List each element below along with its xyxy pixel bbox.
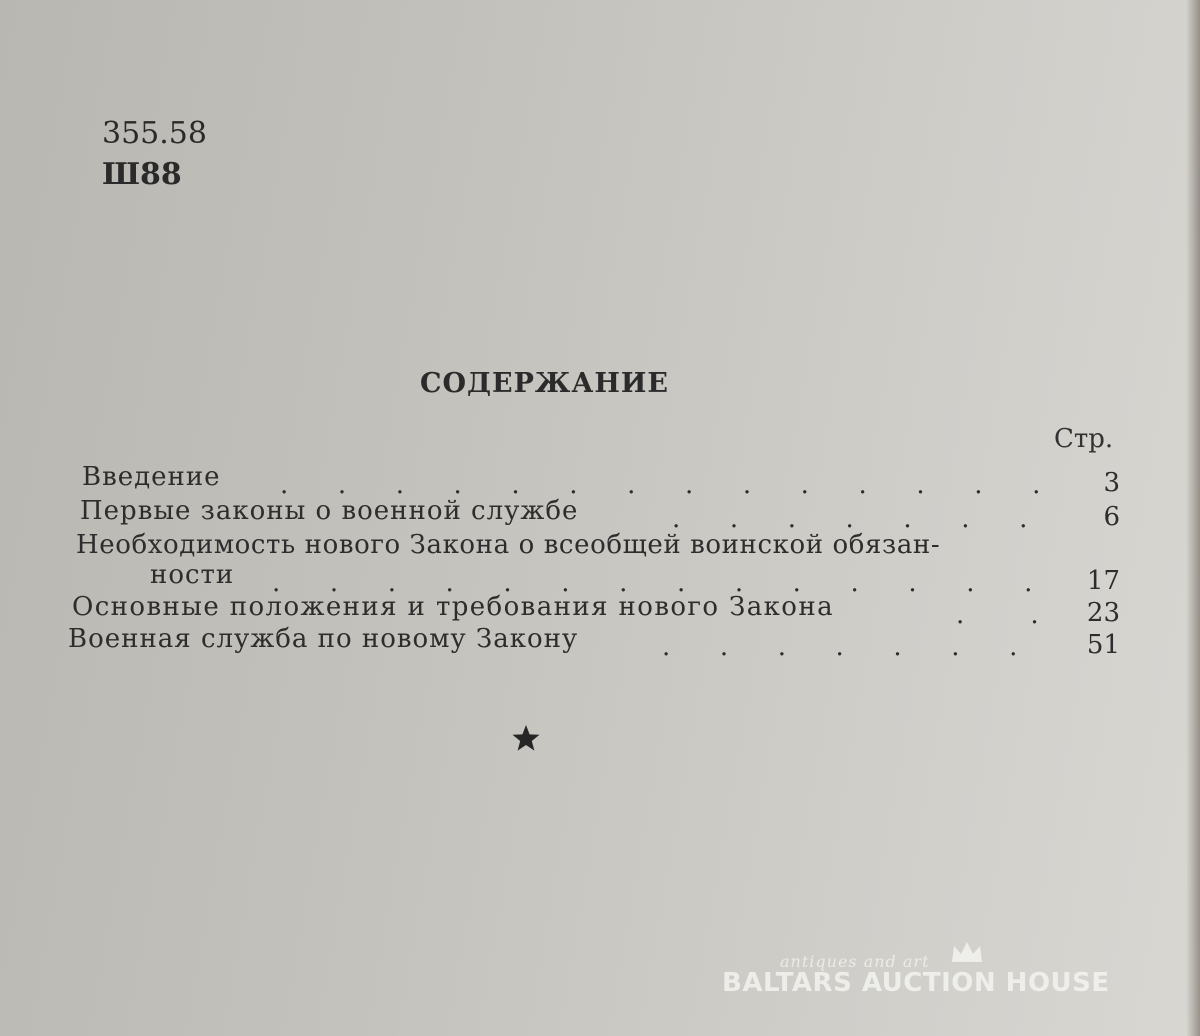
toc-entry-page: 51: [1086, 630, 1120, 660]
toc-entry-page: 3: [1103, 468, 1120, 498]
toc-entry-title: Основные положения и требования нового Закона: [72, 592, 834, 622]
toc-entry-title: Первые законы о военной службе: [80, 496, 579, 526]
star-icon: [510, 722, 542, 754]
toc-entry-page: 6: [1103, 502, 1120, 532]
auction-house-watermark: [722, 946, 1122, 1006]
call-number-line2: Ш88: [102, 157, 182, 192]
toc-entry-title-line2: ности: [150, 560, 235, 590]
toc-leader: . . . . . . .: [672, 504, 1028, 534]
crown-icon: [950, 940, 984, 964]
toc-entry-page: 23: [1086, 598, 1120, 628]
toc-entry-page: 17: [1086, 566, 1120, 596]
watermark-tagline: antiques and art: [780, 952, 930, 971]
watermark-name: BALTARS AUCTION HOUSE: [722, 968, 1110, 998]
toc-leader: . .: [956, 600, 1039, 630]
toc-entry-title-line1: Необходимость нового Закона о всеобщей воинской обязан-: [76, 530, 941, 560]
toc-leader: . . . . . . . . . . . . . .: [272, 568, 1033, 598]
toc-entry-title: Введение: [82, 462, 221, 492]
toc-entry-title: Военная служба по новому Закону: [68, 624, 579, 654]
toc-leader: . . . . . . .: [662, 632, 1018, 662]
call-number-line1: 355.58: [102, 116, 207, 151]
page-column-label: Стр.: [1054, 424, 1114, 454]
contents-heading: СОДЕРЖАНИЕ: [420, 368, 669, 399]
page-edge-shadow: [1186, 0, 1200, 1036]
toc-leader: . . . . . . . . . . . . . .: [280, 470, 1041, 500]
